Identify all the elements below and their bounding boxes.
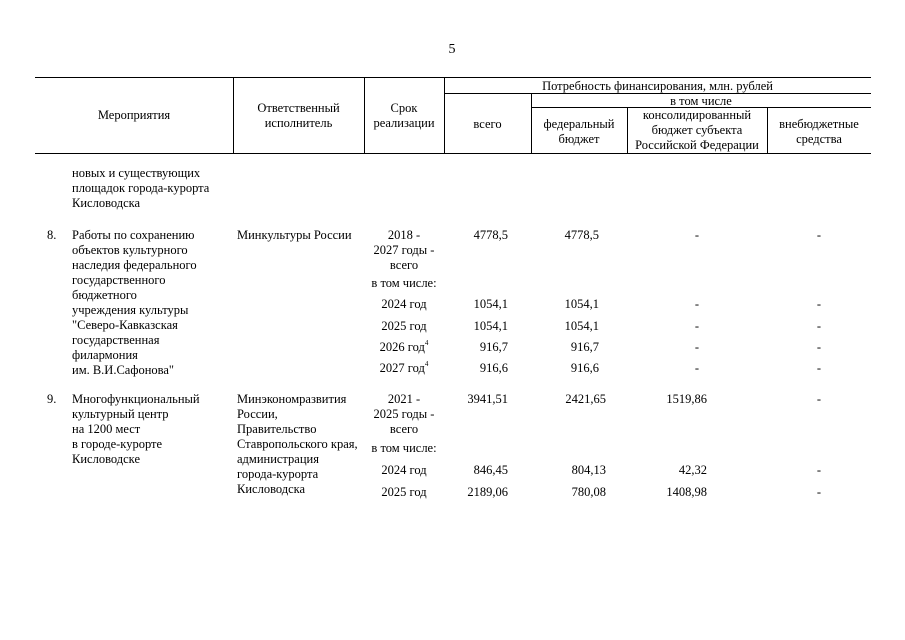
year-extra: - [816, 297, 822, 311]
row-number: 8. [47, 228, 57, 242]
year-total: 916,6 [479, 361, 508, 375]
year-total: 1054,1 [473, 319, 508, 333]
row-event: Многофункциональный культурный центр на 1200 мест в городе-курорте Кисловодске [72, 392, 200, 466]
header-term: Срок реализации [373, 101, 435, 130]
year-consolidated: - [694, 319, 700, 333]
year-federal: 780,08 [571, 485, 606, 499]
year-consolidated: - [694, 297, 700, 311]
header-funding-title: Потребность финансирования, млн. рублей [542, 79, 773, 93]
footnote-mark: 4 [424, 339, 429, 347]
header-federal: федеральный бюджет [543, 117, 615, 146]
row-federal: 4778,5 [564, 228, 599, 242]
row-term: 2021 - 2025 годы - всего [373, 392, 435, 436]
row-extra: - [816, 228, 822, 242]
year-consolidated: - [694, 340, 700, 354]
year-label: 2026 год$^4$ [379, 339, 429, 354]
row-total: 4778,5 [473, 228, 508, 242]
year-total: 846,45 [473, 463, 508, 477]
including-label: в том числе: [371, 441, 437, 455]
row-event: Работы по сохранению объектов культурного наследия федерального государственного бюджетного учреждения культуры "Северо-Кавказская государственная филармония им. В.И.Сафонова" [72, 228, 197, 377]
header-executor: Ответственный исполнитель [257, 101, 340, 130]
row-extra: - [816, 392, 822, 406]
year-label: 2024 год [381, 463, 427, 477]
row-number: 9. [47, 392, 57, 406]
year-consolidated: 42,32 [678, 463, 707, 477]
header-top-rule [35, 77, 871, 78]
footnote-mark: 4 [424, 360, 429, 368]
year-consolidated: 1408,98 [666, 485, 707, 499]
year-federal: 916,6 [570, 361, 599, 375]
year-total: 2189,06 [467, 485, 508, 499]
header-bottom-rule [35, 153, 871, 154]
including-label: в том числе: [371, 276, 437, 290]
continuation-text: новых и существующих площадок города-курорта Кисловодска [72, 166, 210, 210]
year-extra: - [816, 463, 822, 477]
header-events: Мероприятия [97, 108, 171, 122]
row-consolidated: 1519,86 [666, 392, 707, 406]
year-consolidated: - [694, 361, 700, 375]
year-label: 2025 год [381, 485, 427, 499]
row-consolidated: - [694, 228, 700, 242]
year-label: 2027 год$^4$ [379, 360, 429, 375]
page-number: 5 [448, 42, 456, 57]
row-federal: 2421,65 [565, 392, 606, 406]
year-federal: 804,13 [571, 463, 606, 477]
header-consolidated: консолидированный бюджет субъекта Российской Федерации [635, 108, 759, 152]
year-federal: 1054,1 [564, 297, 599, 311]
year-extra: - [816, 485, 822, 499]
row-executor: Минкультуры России [237, 228, 352, 242]
year-label: 2025 год [381, 319, 427, 333]
year-federal: 916,7 [570, 340, 599, 354]
year-total: 1054,1 [473, 297, 508, 311]
year-label: 2024 год [381, 297, 427, 311]
header-including: в том числе [670, 94, 732, 108]
row-total: 3941,51 [467, 392, 508, 406]
year-total: 916,7 [479, 340, 508, 354]
header-total: всего [473, 117, 502, 131]
year-extra: - [816, 319, 822, 333]
row-term: 2018 - 2027 годы - всего [373, 228, 435, 272]
year-extra: - [816, 361, 822, 375]
row-executor: Минэкономразвития России, Правительство Ставропольского края, администрация города-курорта Кисловодска [237, 392, 358, 496]
header-extra: внебюджетные средства [779, 117, 859, 146]
year-extra: - [816, 340, 822, 354]
year-federal: 1054,1 [564, 319, 599, 333]
